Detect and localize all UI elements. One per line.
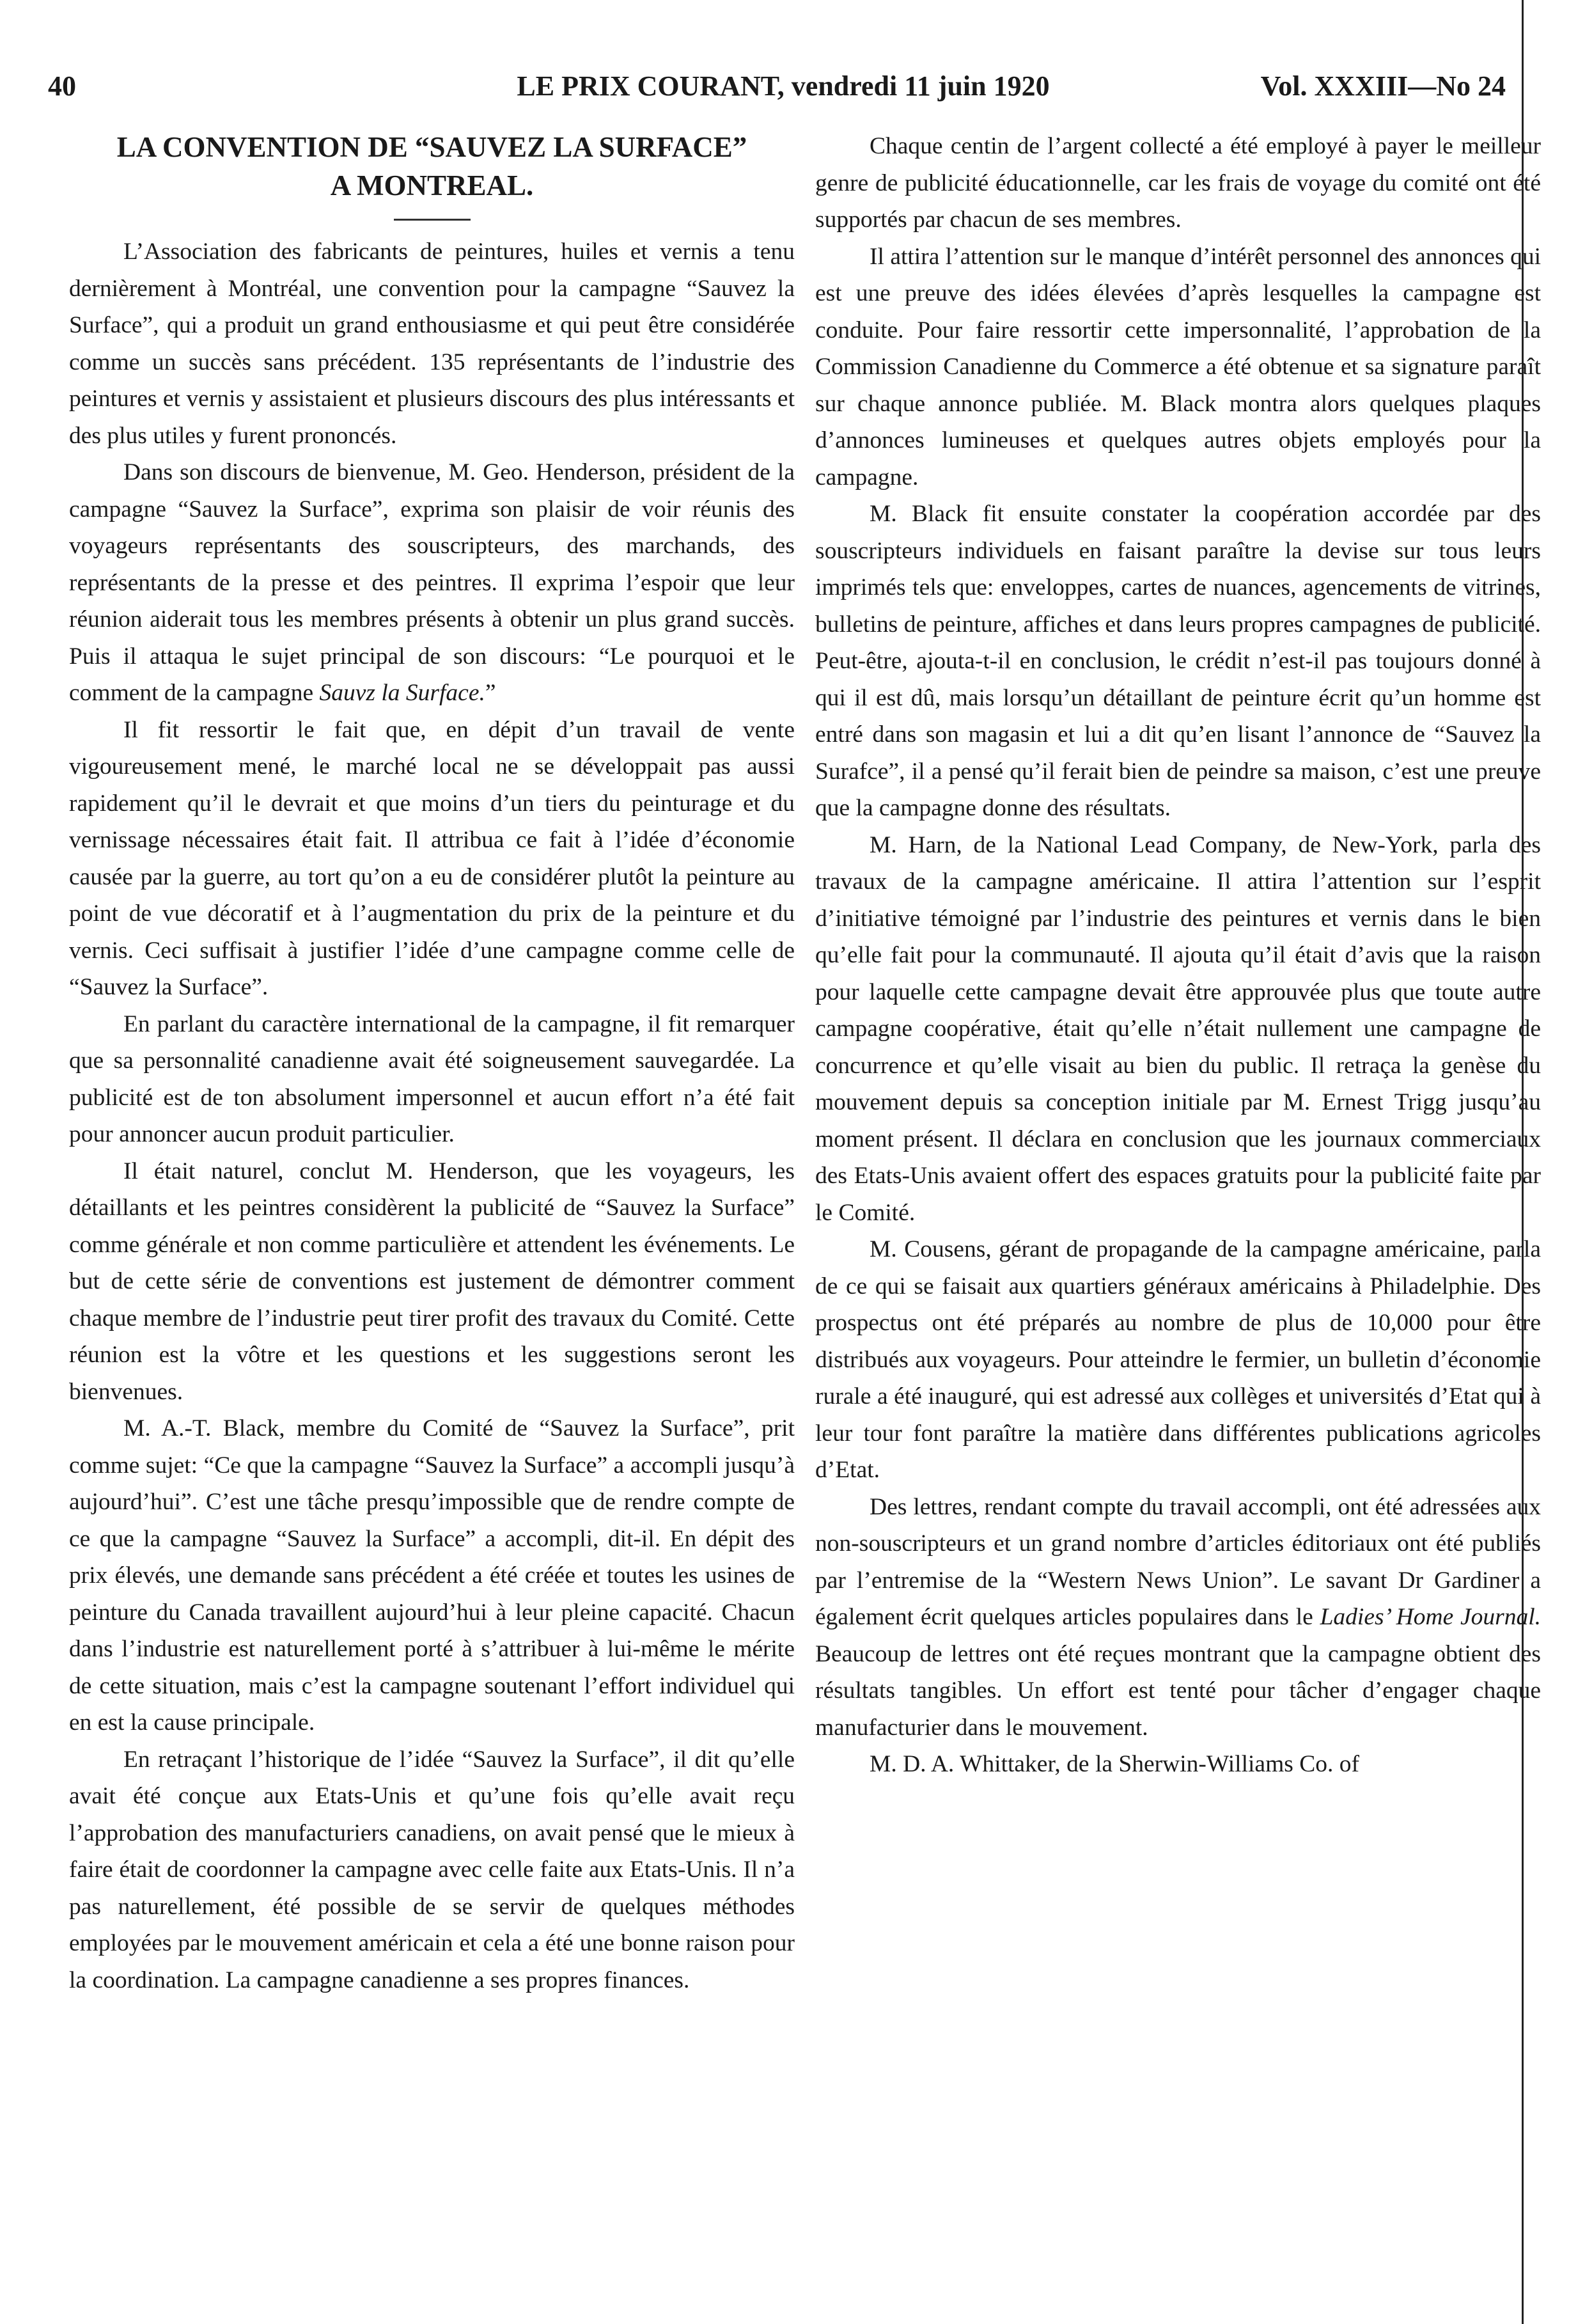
paragraph-2-end: ” <box>485 680 496 706</box>
left-column <box>69 128 795 1998</box>
paragraph-11: M. Harn, de la National Lead Company, de New-York, parla des travaux de la campagne américaine. Il attira l’attention sur l’esprit d’initiative témoigné par l’industrie des peintures et vernis dans le bien qu’elle fait pour la communauté. Il ajouta qu’il était d’avis que la raison pour laquelle cette campagne devait être approuvée plus que toute autre campagne coopérative, était qu’elle n’était nullement une campagne de concurrence et qu’elle visait au bien du public. Il retraça la genèse du mouvement depuis sa conception initiale par M. Ernest Trigg jusqu’au moment présent. Il déclara en conclusion que les journaux commerciaux des Etats-Unis avaient offert des espaces gratuits pour la publicité faite par le Comité. <box>815 831 1541 1226</box>
paragraph-2-text: Dans son discours de bienvenue, M. Geo. Henderson, président de la campagne “Sauvez la Surface”, exprima son plaisir de voir réunis des voyageurs représentants des souscripteurs, des marchands, des représentants de la presse et des peintres. Il exprima l’espoir que leur réunion aiderait tous les membres présents à obtenir un plus grand succès. Puis il attaqua le sujet principal de son discours: “Le pourquoi et le comment de la campagne <box>69 459 795 706</box>
paragraph-10: M. Black fit ensuite constater la coopération accordée par des souscripteurs individuels en faisant paraître la devise sur tous leurs imprimés tels que: enveloppes, cartes de nuances, agencements de vitrines, bulletins de peinture, affiches et dans leurs propres campagnes de publicité. Peut-être, ajouta-t-il en conclusion, le crédit n’est-il pas toujours donné à qui il est dû, mais lorsqu’un détaillant de peinture écrit qu’un homme est entré dans son magasin et lui a dit qu’en lisant l’annonce de “Sauvez la Surafce”, il a pensé qu’il ferait bien de peindre sa maison, c’est une preuve que la campagne donne des résultats. <box>815 501 1541 821</box>
paragraph-4: En parlant du caractère international de la campagne, il fit remarquer que sa personnalité canadienne avait été soigneusement sauvegardée. La publicité est de ton absolument impersonnel et aucun effort n’a été fait pour annoncer aucun produit particulier. <box>69 1010 795 1147</box>
paragraph-13-italic: Ladies’ Home Journal. <box>1320 1604 1542 1630</box>
paragraph-13-text: Des lettres, rendant compte du travail accompli, ont été adressées aux non-souscripteurs et un grand nombre d’articles éditoriaux ont été publiés par l’entremise de la “Western News Union”. Le savant Dr Gardiner a également écrit quelques articles populaires dans le <box>815 1493 1541 1630</box>
right-column <box>815 128 1541 1783</box>
paragraph-12: M. Cousens, gérant de propagande de la campagne américaine, parla de ce qui se faisait aux quartiers généraux américains à Philadelphie. Des prospectus ont été préparés au nombre de plus de 10,000 pour être distribués aux voyageurs. Pour atteindre le fermier, un bulletin d’économie rurale a été inauguré, qui est adressé aux collèges et universités d’Etat qui à leur tour font paraître la matière dans différentes publications agricoles d’Etat. <box>815 1236 1541 1483</box>
paragraph-2-italic: Sauvz la Surface. <box>319 680 485 706</box>
paragraph-9: Il attira l’attention sur le manque d’intérêt personnel des annonces qui est une preuve des idées élevées d’après lesquelles la campagne est conduite. Pour faire ressortir cette impersonnalité, l’approbation de la Commission Canadienne du Commerce a été obtenue et sa signature paraît sur chaque annonce publiée. M. Black montra alors quelques plaques d’annonces lumineuses et quelques autres objets employés pour la campagne. <box>815 243 1541 491</box>
paragraph-6: M. A.-T. Black, membre du Comité de “Sauvez la Surface”, prit comme sujet: “Ce que la campagne “Sauvez la Surface” a accompli jusqu’à aujourd’hui”. C’est une tâche presqu’impossible que de rendre compte de ce que la campagne “Sauvez la Surface” a accompli, dit-il. En dépit des prix élevés, une demande sans précédent a été créée et toutes les usines de peinture du Canada travaillent aujourd’hui à leur pleine capacité. Chacun dans l’industrie est naturellement porté à s’attribuer à lui-même le mérite de cette situation, mais c’est la campagne soutenant l’effort individuel qui en est la cause principale. <box>69 1415 795 1736</box>
paragraph-1: L’Association des fabricants de peintures, huiles et vernis a tenu dernièrement à Montréal, une convention pour la campagne “Sauvez la Surface”, qui a produit un grand enthousiasme et qui peut être considérée comme un succès sans précédent. 135 représentants de l’industrie des peintures et vernis y assistaient et plusieurs discours des plus intéressants et des plus utiles y furent prononcés. <box>69 239 795 449</box>
paragraph-3: Il fit ressortir le fait que, en dépit d’un travail de vente vigoureusement mené, le marché local ne se développait pas aussi rapidement qu’il le devrait et que moins d’un tiers du peinturage et du vernissage nécessaires était fait. Il attribua ce fait à l’idée d’économie causée par la guerre, au tort qu’on a eu de considérer plutôt la peinture au point de vue décoratif et à l’augmentation du prix de la peinture et du vernis. Ceci suffisait à justifier l’idée d’une campagne comme celle de “Sauvez la Surface”. <box>69 716 795 1000</box>
article-title-line2: A MONTREAL. <box>330 169 534 201</box>
paragraph-7: En retraçant l’historique de l’idée “Sauvez la Surface”, il dit qu’elle avait été conçue aux Etats-Unis et qu’une fois qu’elle avait reçu l’approbation des manufacturiers canadiens, on avait pensé que le mieux à faire était de coordonner la campagne avec celle faite aux Etats-Unis. Il n’a pas naturellement, été possible de se servir de quelques méthodes employées par le mouvement américain et cela a été une bonne raison pour la coordination. La campagne canadienne a ses propres finances. <box>69 1746 795 1993</box>
paragraph-5: Il était naturel, conclut M. Henderson, que les voyageurs, les détaillants et les peintres considèrent la publicité de “Sauvez la Surface” comme générale et non comme particulière et attendent les événements. Le but de cette série de conventions est justement de démontrer comment chaque membre de l’industrie peut tirer profit des travaux du Comité. Cette réunion est la vôtre et les questions et les suggestions seront les bienvenues. <box>69 1158 795 1405</box>
paragraph-13-end: Beaucoup de lettres ont été reçues montrant que la campagne obtient des résultats tangibles. Un effort est tenté pour tâcher d’engager chaque manufacturier dans le mouvement. <box>815 1640 1541 1741</box>
volume-number: Vol. XXXIII—No 24 <box>1260 70 1506 102</box>
paragraph-14: M. D. A. Whittaker, de la Sherwin-Williams Co. of <box>870 1751 1359 1777</box>
paragraph-13 <box>815 1489 1541 1747</box>
publication-dateline: LE PRIX COURANT, vendredi 11 juin 1920 <box>517 70 1050 102</box>
page-number: 40 <box>48 70 76 102</box>
paragraph-2 <box>69 454 795 712</box>
title-separator <box>394 219 471 221</box>
paragraph-8: Chaque centin de l’argent collecté a été employé à payer le meilleur genre de publicité éducationnelle, car les frais de voyage du comité ont été supportés par chacun de ses membres. <box>815 133 1541 233</box>
page-header <box>48 64 1519 109</box>
article-title-line1: LA CONVENTION DE “SAUVEZ LA SURFACE” <box>116 131 747 163</box>
